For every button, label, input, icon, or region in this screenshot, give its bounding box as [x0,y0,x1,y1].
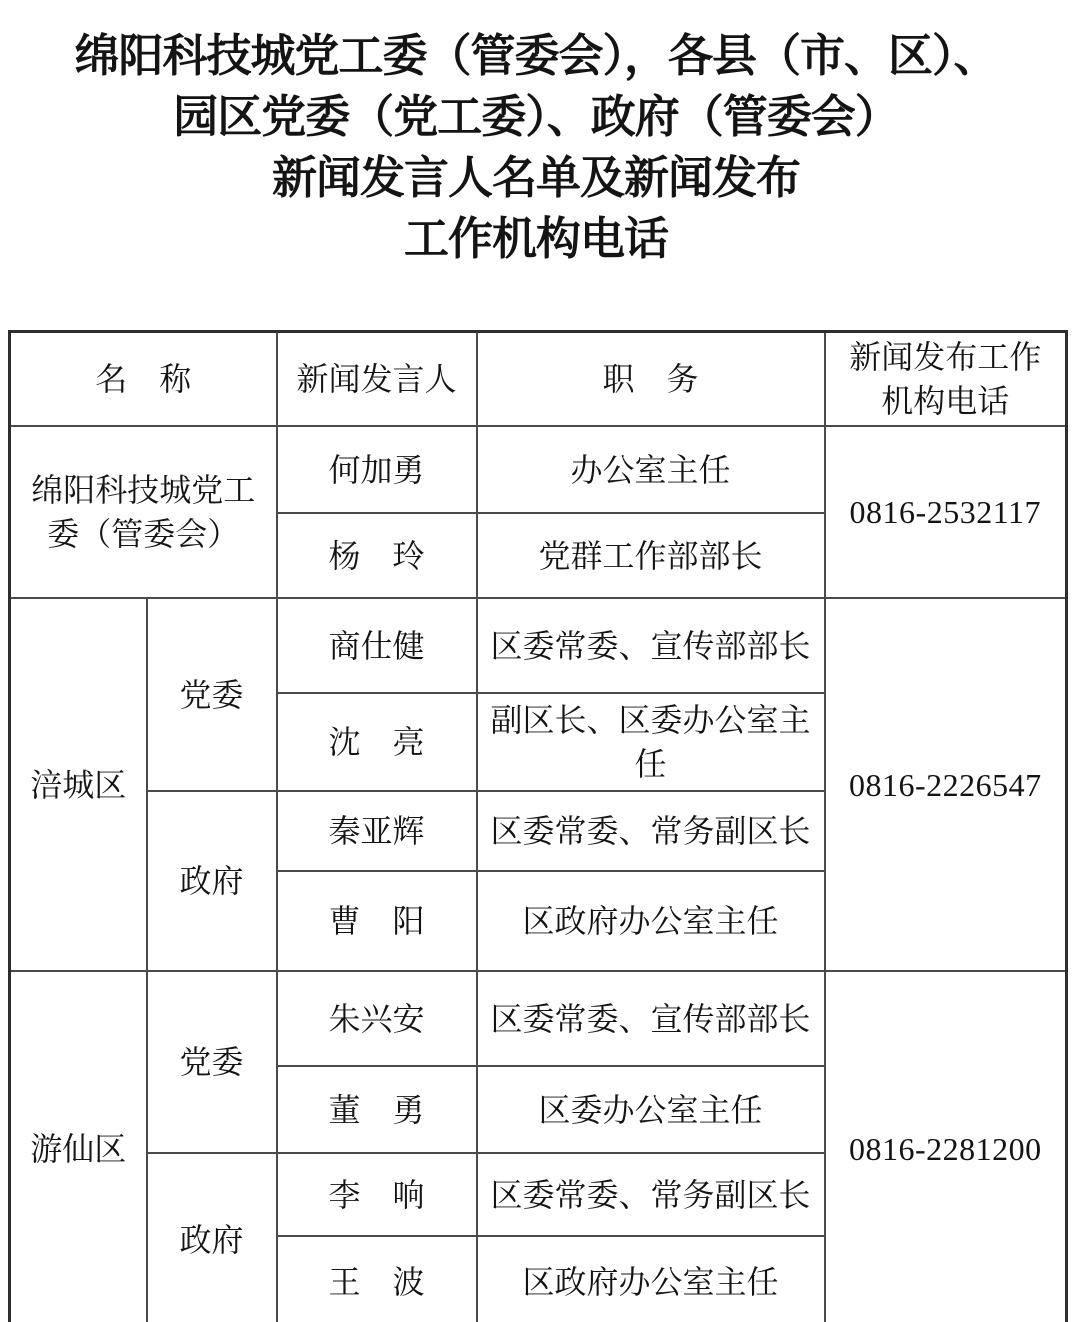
spokesperson-cell: 李 响 [277,1153,477,1236]
phone-cell: 0816-2281200 [825,971,1067,1322]
spokesperson-cell: 秦亚辉 [277,791,477,871]
group-label-cell: 政府 [147,1153,277,1322]
position-cell: 区政府办公室主任 [477,871,825,971]
position-cell: 党群工作部部长 [477,513,825,598]
header-phone-column [825,332,1067,427]
spokesperson-cell: 王 波 [277,1236,477,1322]
header-position-column: 职 务 [477,332,825,427]
document-title-line-3: 新闻发言人名单及新闻发布 [271,153,800,203]
district-name-cell: 涪城区 [10,598,147,971]
position-cell: 区委常委、常务副区长 [477,1153,825,1236]
header-spokesperson-column: 新闻发言人 [277,332,477,427]
header-phone-line-2: 机构电话 [881,383,1010,420]
position-cell: 副区长、区委办公室主任 [477,693,825,791]
position-cell: 区委常委、常务副区长 [477,791,825,871]
position-cell: 区委办公室主任 [477,1066,825,1153]
spokesperson-table [8,330,1068,1322]
phone-cell: 0816-2226547 [825,598,1067,971]
phone-cell: 0816-2532117 [825,426,1067,598]
table-row [10,598,1067,693]
group-label-cell: 党委 [147,971,277,1153]
header-name-column: 名 称 [10,332,277,427]
spokesperson-cell: 沈 亮 [277,693,477,791]
document-title-line-2: 园区党委（党工委）、政府（管委会） [173,92,899,142]
group-label-cell: 政府 [147,791,277,971]
org-name-cell: 绵阳科技城党工委（管委会） [10,426,277,598]
document-title [0,0,1072,270]
position-cell: 办公室主任 [477,426,825,513]
document-title-line-4: 工作机构电话 [403,214,668,264]
spokesperson-cell: 商仕健 [277,598,477,693]
spokesperson-cell: 董 勇 [277,1066,477,1153]
document-title-line-1: 绵阳科技城党工委（管委会），各县（市、区）、 [74,31,998,81]
position-cell: 区委常委、宣传部部长 [477,971,825,1066]
spokesperson-cell: 曹 阳 [277,871,477,971]
position-cell: 区政府办公室主任 [477,1236,825,1322]
spokesperson-cell: 杨 玲 [277,513,477,598]
spokesperson-cell: 朱兴安 [277,971,477,1066]
position-cell: 区委常委、宣传部部长 [477,598,825,693]
table-row [10,426,1067,513]
district-name-cell: 游仙区 [10,971,147,1322]
spokesperson-cell: 何加勇 [277,426,477,513]
table-row [10,971,1067,1066]
table-header-row [10,332,1067,427]
header-phone-line-1: 新闻发布工作 [849,339,1042,375]
group-label-cell: 党委 [147,598,277,791]
